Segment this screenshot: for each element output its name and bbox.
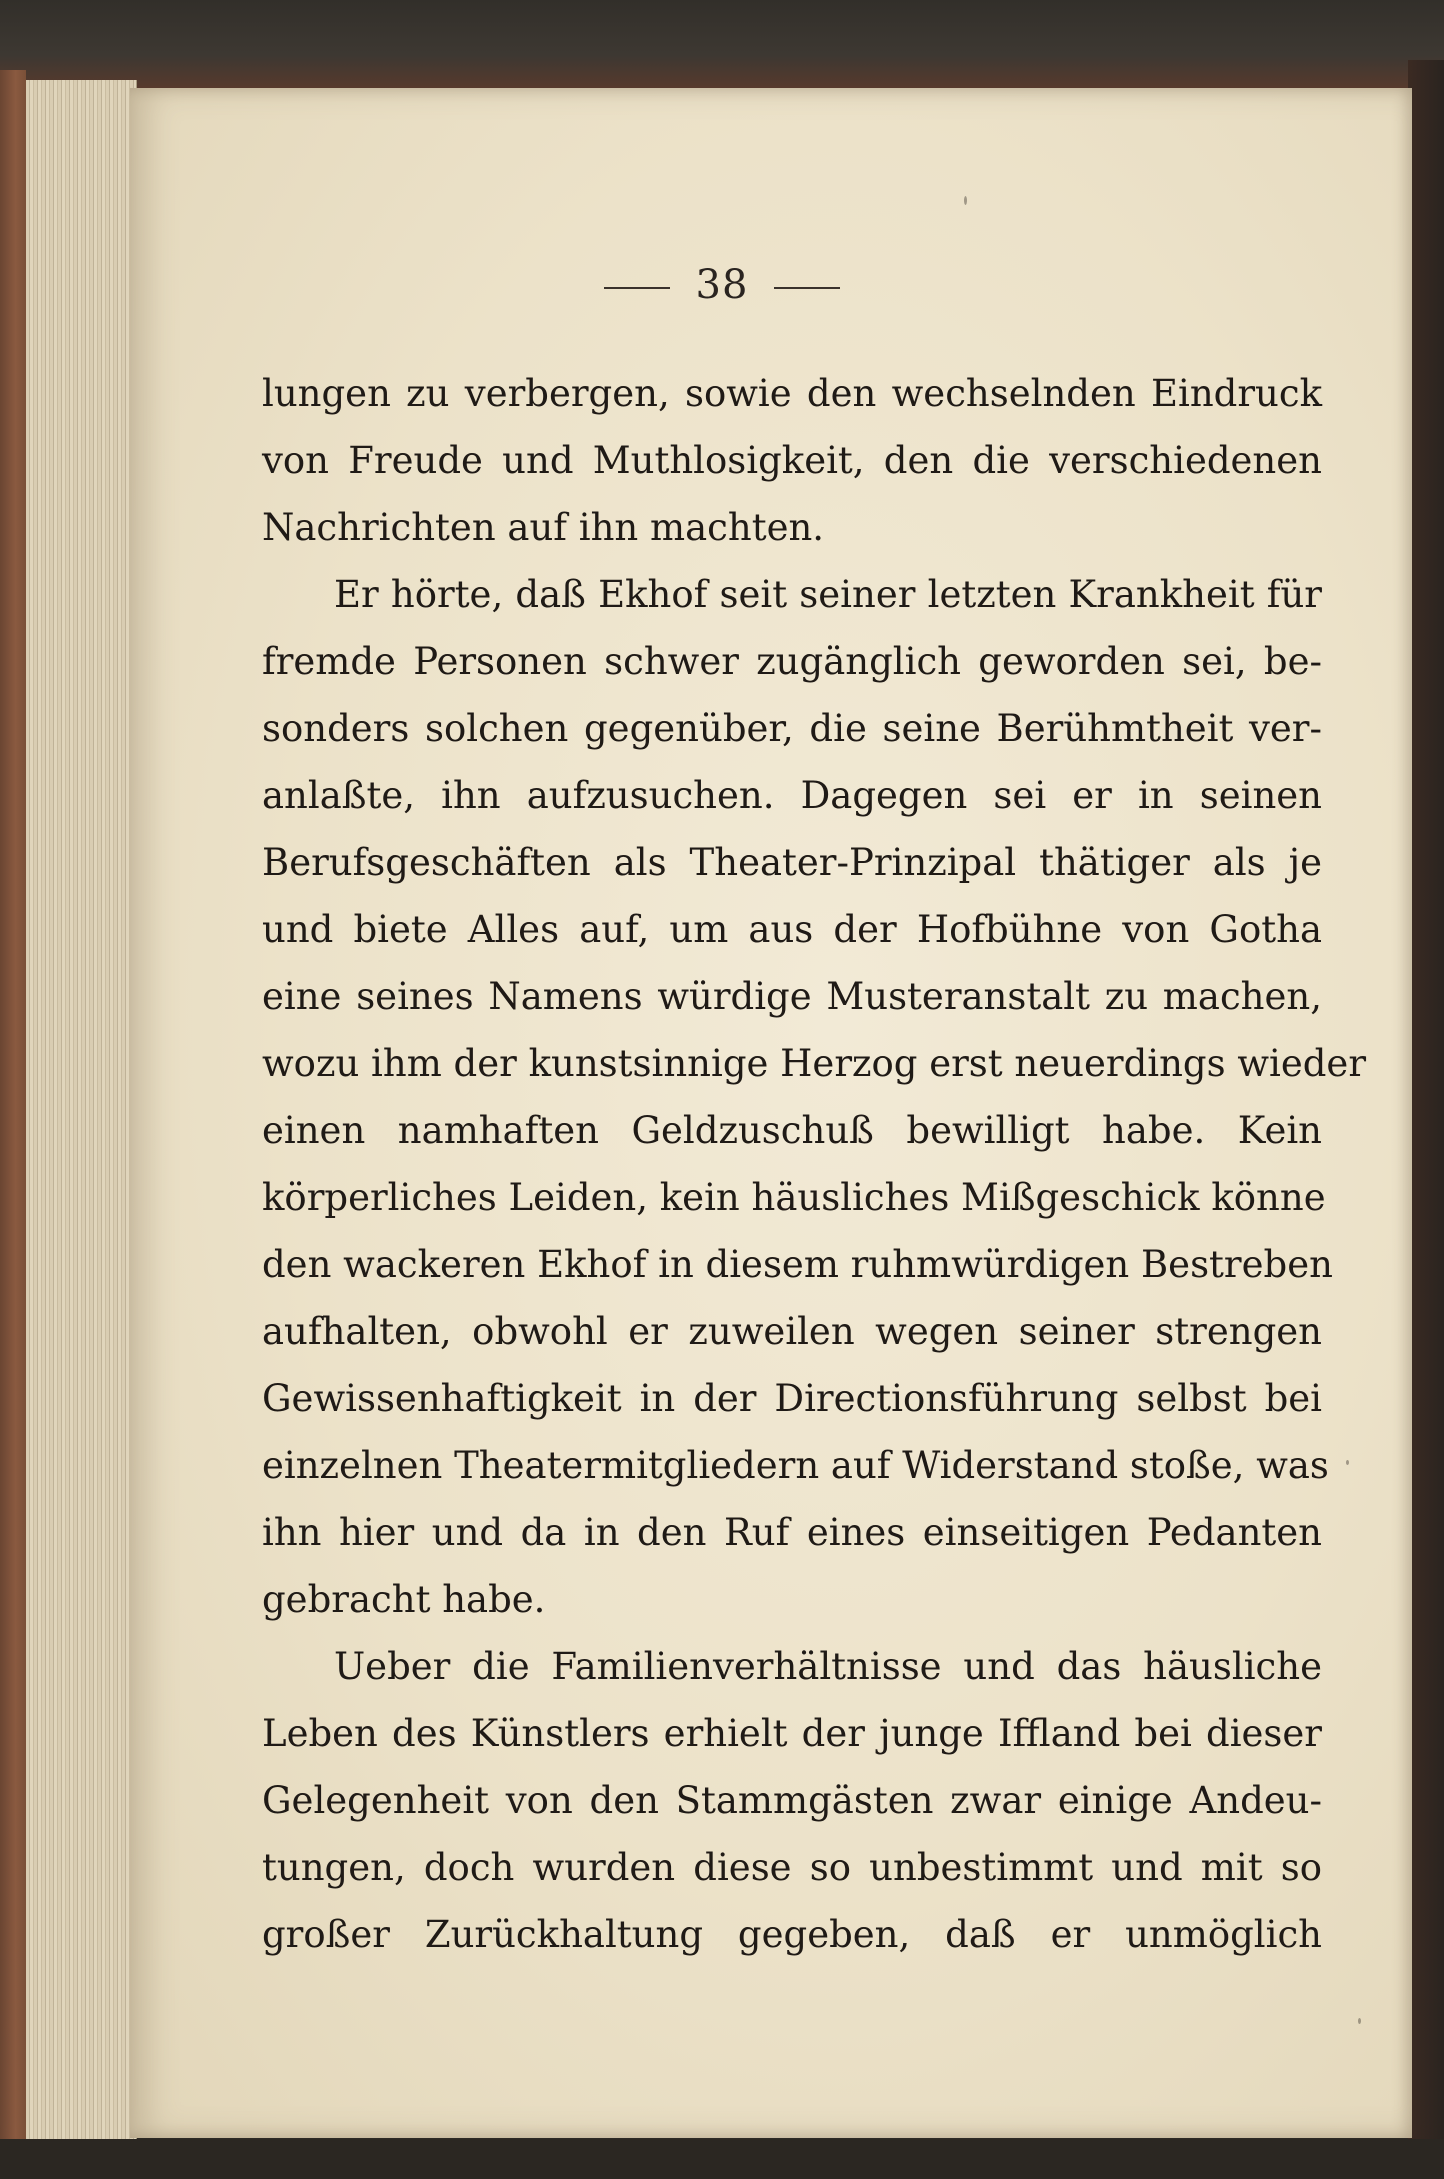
text-line: und biete Alles auf, um aus der Hofbühne von Gotha [262,908,1322,951]
book-cover-edge [0,70,26,2150]
paper-speck [1358,2018,1361,2024]
text-line: Leben des Künstlers erhielt der junge Iffland bei dieser [262,1712,1322,1755]
text-line: anlaßte, ihn aufzusuchen. Dagegen sei er in seinen [262,774,1322,817]
text-line: einzelnen Theatermitgliedern auf Widerstand stoße, was [262,1444,1329,1487]
text-line: Berufsgeschäften als Theater-Prinzipal thätiger als je [262,841,1322,884]
text-line: gebracht habe. [262,1578,546,1621]
paper-speck [1346,1460,1349,1465]
text-line: lungen zu verbergen, sowie den wechselnden Eindruck [262,372,1322,415]
header-dash-right [774,287,840,289]
paragraph-start-line: Ueber die Familienverhältnisse und das häusliche [334,1645,1322,1688]
text-line: großer Zurückhaltung gegeben, daß er unmöglich [262,1913,1322,1956]
text-line: Nachrichten auf ihn machten. [262,506,825,549]
text-line: Gelegenheit von den Stammgästen zwar einige Andeu- [262,1779,1322,1822]
paragraph-start-line: Er hörte, daß Ekhof seit seiner letzten Krankheit für [334,573,1322,616]
paper-speck [964,196,967,205]
header-dash-left [604,287,670,289]
text-line: körperliches Leiden, kein häusliches Mißgeschick könne [262,1176,1326,1219]
text-line: eine seines Namens würdige Musteranstalt zu machen, [262,975,1322,1018]
text-line: sonders solchen gegenüber, die seine Berühmtheit ver- [262,707,1322,750]
book-top-edge [0,0,1444,92]
text-line: tungen, doch wurden diese so unbestimmt und mit so [262,1846,1322,1889]
text-line: einen namhaften Geldzuschuß bewilligt habe. Kein [262,1109,1322,1152]
text-line: Gewissenhaftigkeit in der Directionsführung selbst bei [262,1377,1322,1420]
text-line: wozu ihm der kunstsinnige Herzog erst neuerdings wieder [262,1042,1367,1085]
text-line: fremde Personen schwer zugänglich geworden sei, be- [262,640,1322,683]
text-line: aufhalten, obwohl er zuweilen wegen seiner strengen [262,1310,1322,1353]
book-right-edge [1408,60,1444,2179]
text-line: den wackeren Ekhof in diesem ruhmwürdigen Bestreben [262,1243,1333,1286]
page-header [0,262,1444,308]
text-line: ihn hier und da in den Ruf eines einseitigen Pedanten [262,1511,1322,1554]
book-bottom-edge [0,2139,1444,2179]
text-line: von Freude und Muthlosigkeit, den die verschiedenen [262,439,1322,482]
page-stack-edges [26,80,137,2140]
page-number: 38 [695,262,749,308]
body-text [262,360,1367,1968]
